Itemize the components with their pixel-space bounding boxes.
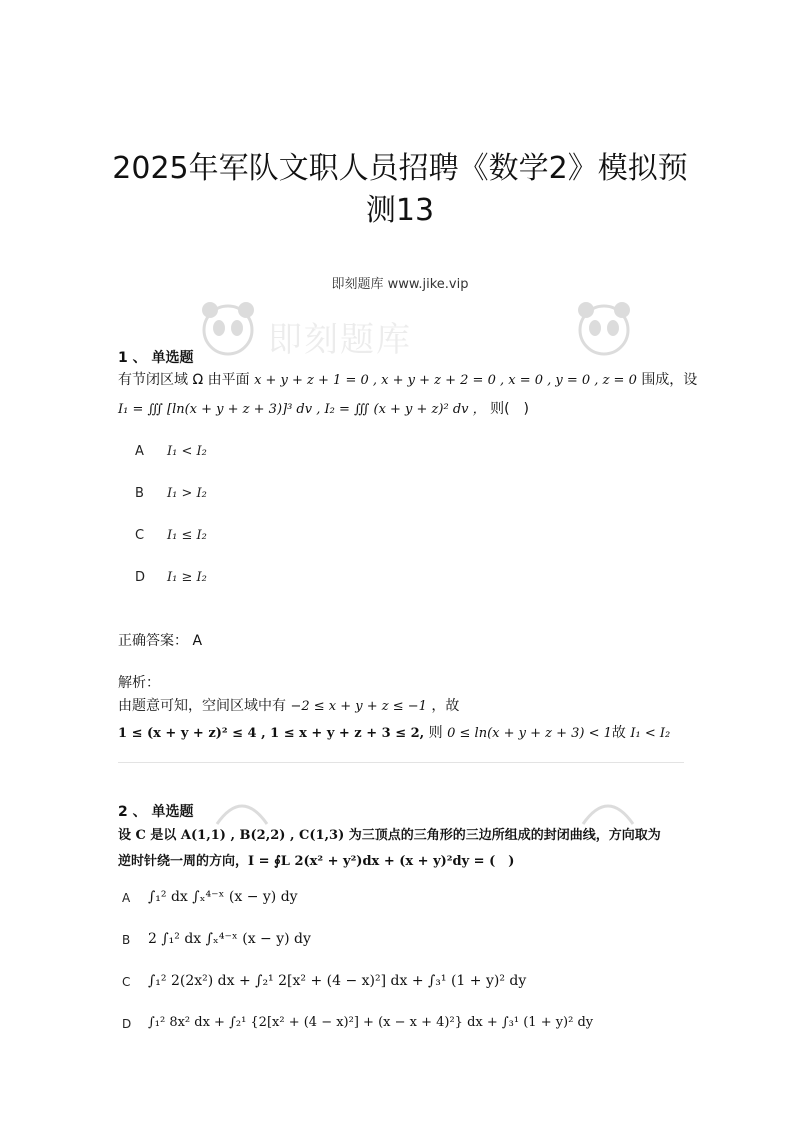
stem-text: 围成，设 (641, 372, 698, 388)
analysis-math: 0 ≤ ln(x + y + z + 3) < 1 (447, 726, 612, 741)
option-b-letter[interactable]: B (135, 486, 144, 501)
option-d-text[interactable]: I₁ ≥ I₂ (167, 570, 207, 585)
watermark-text: 即刻题库 (268, 320, 412, 360)
option-a-letter[interactable]: A (135, 444, 144, 459)
option-c-text[interactable]: I₁ ≤ I₂ (167, 528, 207, 543)
question-divider (118, 762, 684, 763)
q2-option-b-text[interactable]: 2 ∫₁² dx ∫ₓ⁴⁻ˣ (x − y) dy (148, 931, 311, 947)
analysis-line2 (118, 722, 670, 742)
analysis-text: 由题意可知，空间区域中有 (118, 698, 286, 714)
q2-option-d-letter[interactable]: D (122, 1017, 132, 1031)
stem-math: I₁ = ∭ [ln(x + y + z + 3)]³ dv , I₂ = ∭ (x + y + z)² dv ， (118, 402, 486, 417)
panda-logo-icon (212, 796, 272, 826)
panda-logo-icon (572, 296, 636, 360)
analysis-math: 1 ≤ (x + y + z)² ≤ 4 , 1 ≤ x + y + z + 3 ≤ 2, (118, 726, 425, 741)
q2-option-b-letter[interactable]: B (122, 933, 131, 947)
analysis-text: 则 (428, 725, 443, 741)
question-2-stem-line1: 设 C 是以 A(1,1) , B(2,2) , C(1,3) 为三顶点的三角形的三边所组成的封闭曲线，方向取为 (118, 828, 661, 843)
option-a-text[interactable]: I₁ < I₂ (167, 444, 207, 459)
question-2-stem-line2: 逆时针绕一周的方向，I = ∮L 2(x² + y²)dx + (x + y)²dy = ( ) (118, 854, 515, 869)
q2-option-a-letter[interactable]: A (122, 891, 131, 905)
question-1-stem-line2 (118, 398, 529, 418)
question-1-stem-line1 (118, 369, 697, 389)
analysis-label: 解析： (118, 675, 160, 691)
option-b-text[interactable]: I₁ > I₂ (167, 486, 207, 501)
stem-math: x + y + z + 1 = 0 , x + y + z + 2 = 0 , x = 0 , y = 0 , z = 0 (254, 373, 637, 388)
option-c-letter[interactable]: C (135, 528, 145, 543)
question-2-header: 2 、 单选题 (118, 804, 194, 820)
analysis-math: −2 ≤ x + y + z ≤ −1 (290, 699, 427, 714)
q2-option-a-text[interactable]: ∫₁² dx ∫ₓ⁴⁻ˣ (x − y) dy (148, 889, 298, 905)
stem-text: 有节闭区域 Ω 由平面 (118, 372, 250, 388)
question-1-header: 1 、 单选题 (118, 350, 194, 366)
q2-option-c-letter[interactable]: C (122, 975, 131, 989)
stem-text: 则( ) (490, 401, 530, 417)
site-credit: 即刻题库 www.jike.vip (331, 277, 469, 292)
analysis-text: ，故 (431, 698, 460, 714)
q2-option-c-text[interactable]: ∫₁² 2(2x²) dx + ∫₂¹ 2[x² + (4 − x)²] dx + ∫₃¹ (1 + y)² dy (148, 973, 527, 989)
option-d-letter[interactable]: D (135, 570, 146, 585)
analysis-math: I₁ < I₂ (630, 726, 671, 741)
q2-option-d-text[interactable]: ∫₁² 8x² dx + ∫₂¹ {2[x² + (4 − x)²] + (x − x + 4)²} dx + ∫₃¹ (1 + y)² dy (148, 1015, 594, 1030)
analysis-line1 (118, 695, 459, 715)
analysis-text: 故 (611, 725, 626, 741)
correct-answer: 正确答案： A (118, 633, 203, 649)
page-title: 2025年军队文职人员招聘《数学2》模拟预测13 (112, 151, 688, 228)
panda-logo-icon (578, 796, 638, 826)
panda-logo-icon (196, 296, 260, 360)
